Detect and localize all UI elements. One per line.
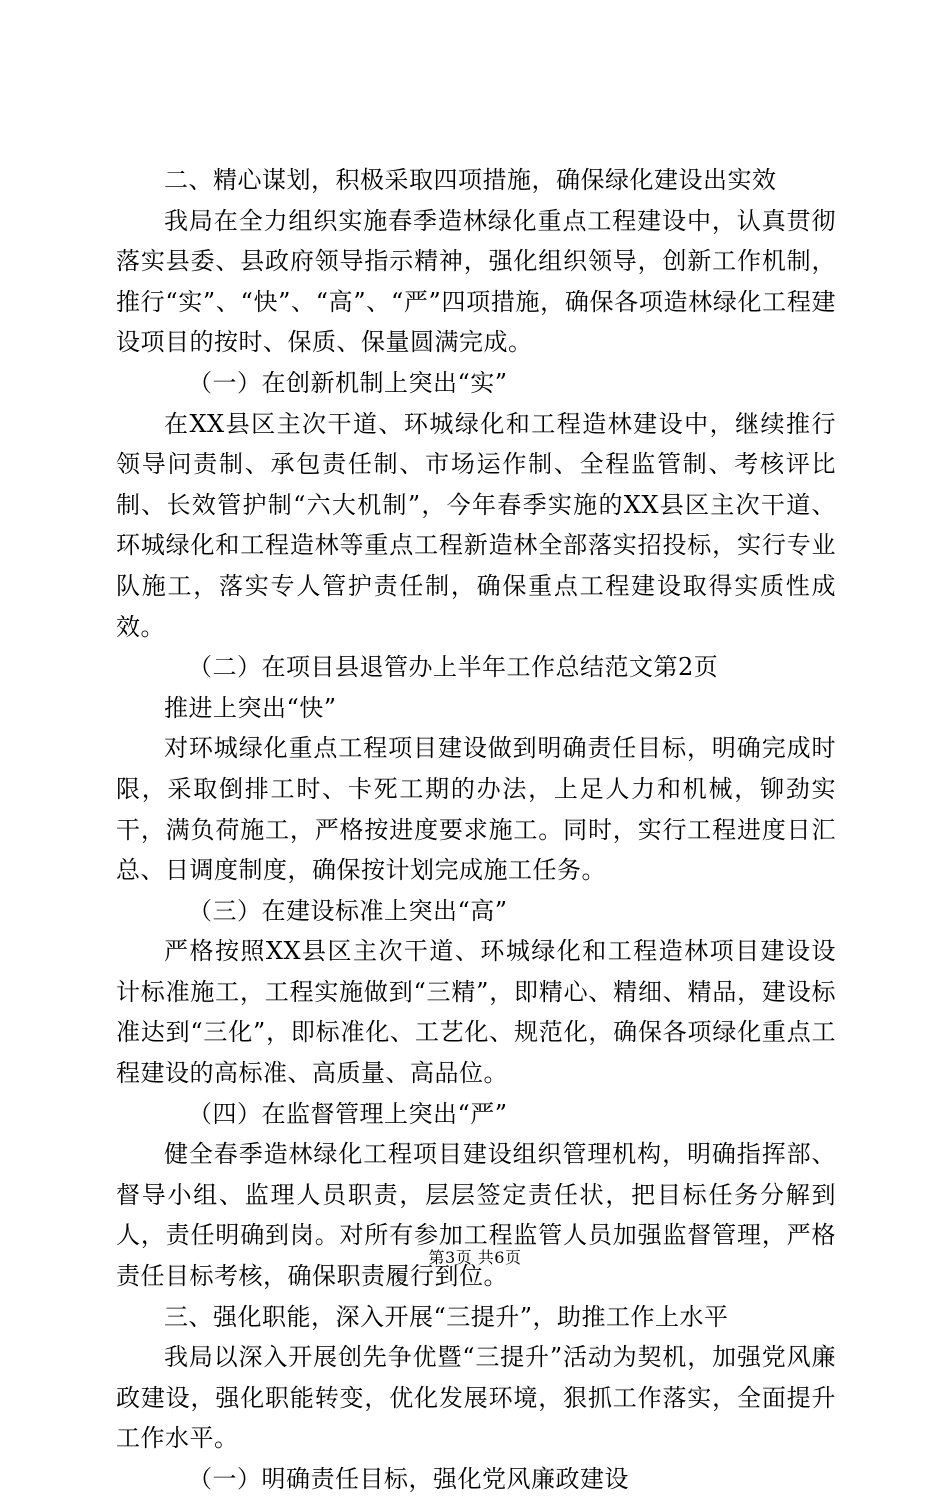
paragraph-intro-measures: 我局在全力组织实施春季造林绿化重点工程建设中，认真贯彻落实县委、县政府领导指示精神，强化组织领导，创新工作机制，推行“实”、“快”、“高”、“严”四项措施，确保各项造林绿化工程建设项目的按时、保质、保量圆满完成。 [116,206,836,357]
section-heading-2: 二、精心谋划，积极采取四项措施，确保绿化建设出实效 [164,166,777,194]
subheading-responsibility: （一）明确责任目标，强化党风廉政建设 [188,1465,629,1493]
page-footer: 第3页 共6页 [428,1248,522,1267]
paragraph-supervision: 健全春季造林绿化工程项目建设组织管理机构，明确指挥部、督导小组、监理人员职责，层层签定责任状，把目标任务分解到人，责任明确到岗。对所有参加工程监管人员加强监督管理，严格责任目标考核，确保职责履行到位。 [116,1140,836,1291]
document-body [116,160,836,1500]
subheading-mechanism: （一）在创新机制上突出“实” [188,368,508,397]
paragraph-mechanism: 在XX县区主次干道、环城绿化和工程造林建设中，继续推行领导问责制、承包责任制、市场运作制、全程监管制、考核评比制、长效管护制“六大机制”，今年春季实施的XX县区主次干道、环城绿化和工程造林等重点工程新造林全部落实招投标，实行专业队施工，落实专人管护责任制，确保重点工程建设取得实质性成效。 [116,409,836,641]
paragraph-three-improvements: 我局以深入开展创先争优暨“三提升”活动为契机，加强党风廉政建设，强化职能转变，优化发展环境，狠抓工作落实，全面提升工作水平。 [116,1343,836,1453]
paragraph-standard: 严格按照XX县区主次干道、环城绿化和工程造林项目建设设计标准施工，工程实施做到“三精”，即精心、精细、精品，建设标准达到“三化”，即标准化、工艺化、规范化，确保各项绿化重点工程建设的高标准、高质量、高品位。 [116,937,836,1088]
subheading-standard: （三）在建设标准上突出“高” [188,896,508,925]
paragraph-project-continued: 推进上突出“快” [164,693,337,722]
subheading-project: （二）在项目县退管办上半年工作总结范文第2页 [188,653,719,682]
subheading-supervision: （四）在监督管理上突出“严” [188,1099,508,1128]
section-heading-3: 三、强化职能，深入开展“三提升”，助推工作上水平 [164,1302,729,1331]
paragraph-schedule: 对环城绿化重点工程项目建设做到明确责任目标，明确完成时限，采取倒排工时、卡死工期的办法，上足人力和机械，铆劲实干，满负荷施工，严格按进度要求施工。同时，实行工程进度日汇总、日调度制度，确保按计划完成施工任务。 [116,734,836,885]
